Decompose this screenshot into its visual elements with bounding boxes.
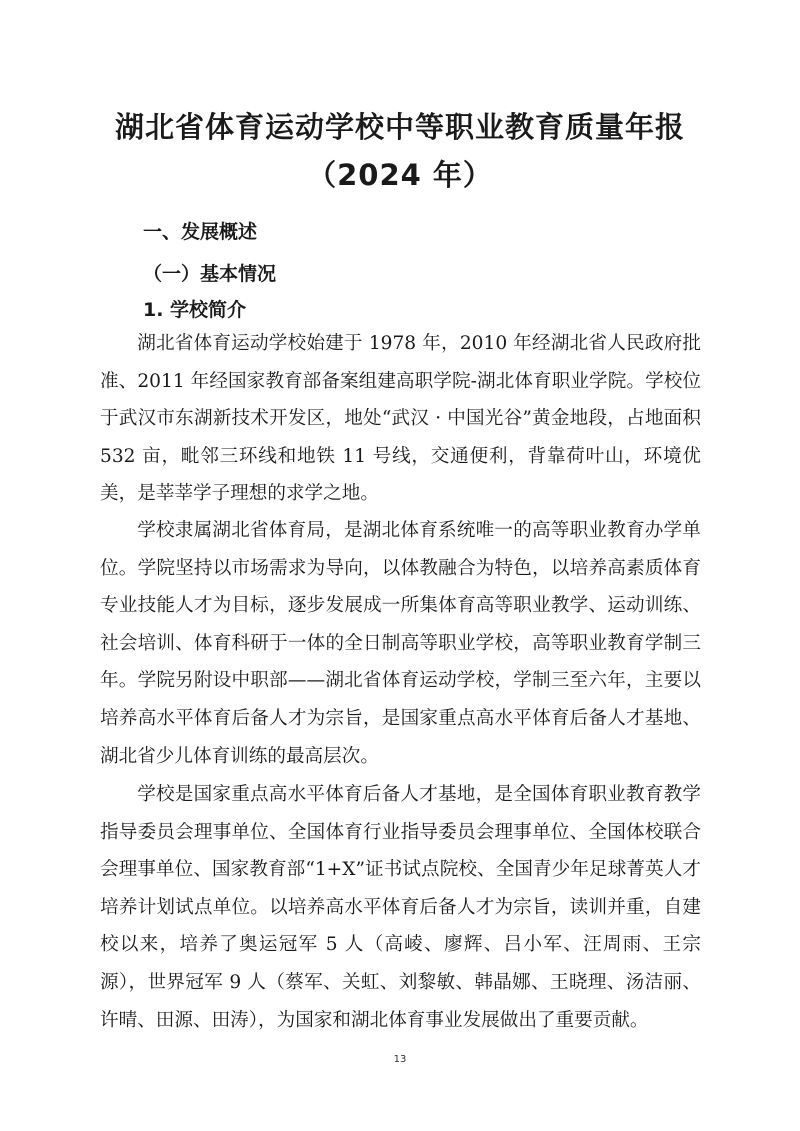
item-heading: 1. 学校简介 <box>143 299 247 321</box>
paragraph-achievements: 学校是国家重点高水平体育后备人才基地，是全国体育职业教育教学指导委员会理事单位、全国体育行业指导委员会理事单位、全国体校联合会理事单位、国家教育部“1+X”证书试点院校、全国青少年足球菁英人才培养计划试点单位。以培养高水平体育后备人才为宗旨，读训并重，自建校以来，培养了奥运冠军 5 人（高崚、廖辉、吕小军、汪周雨、王宗源），世界冠军 9 人（蔡军、关虹、刘黎敏、韩晶娜、王晓理、汤洁丽、许晴、田源、田涛），为国家和湖北体育事业发展做出了重要贡献。 <box>100 784 701 1031</box>
subsection-heading: （一）基本情况 <box>143 263 277 285</box>
paragraph-school-intro: 湖北省体育运动学校始建于 1978 年，2010 年经湖北省人民政府批准、2011 年经国家教育部备案组建高职学院-湖北体育职业学院。学校位于武汉市东湖新技术开发区，地处“武汉 · 中国光谷”黄金地段，占地面积 532 亩，毗邻三环线和地铁 11 号线，交通便利，背靠荷叶山，环境优美，是莘莘学子理想的求学之地。 <box>100 333 701 505</box>
page-number: 13 <box>393 1054 407 1065</box>
section-heading: 一、发展概述 <box>143 221 258 243</box>
report-year: （2024 年） <box>307 158 493 192</box>
paragraph-affiliation: 学校隶属湖北省体育局，是湖北体育系统唯一的高等职业教育办学单位。学院坚持以市场需求为导向，以体教融合为特色，以培养高素质体育专业技能人才为目标，逐步发展成一所集体育高等职业教学、运动训练、社会培训、体育科研于一体的全日制高等职业学校，高等职业教育学制三年。学院另附设中职部——湖北省体育运动学校，学制三至六年，主要以培养高水平体育后备人才为宗旨，是国家重点高水平体育后备人才基地、湖北省少儿体育训练的最高层次。 <box>100 520 701 767</box>
report-title: 湖北省体育运动学校中等职业教育质量年报 <box>114 110 685 144</box>
